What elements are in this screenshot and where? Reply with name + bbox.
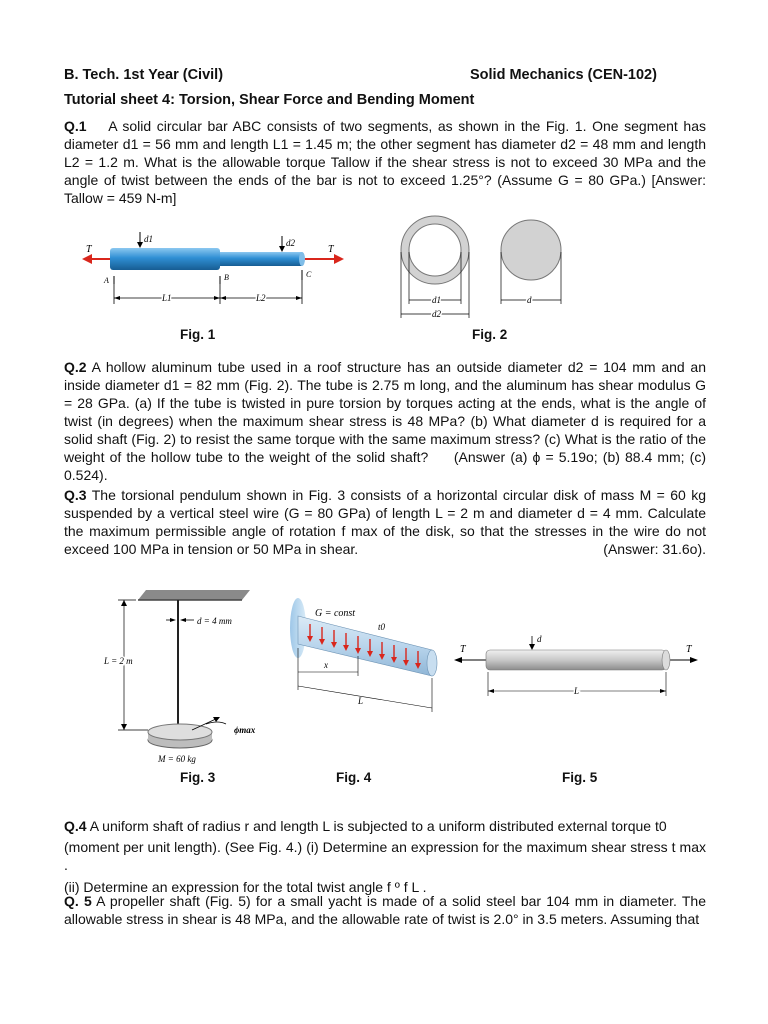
fig5-caption: Fig. 5 [562, 770, 598, 785]
fig4-label-g: G = const [315, 608, 356, 619]
fig3-label-m: M = 60 kg [158, 754, 196, 764]
fig3-label-phi: ϕmax [234, 725, 256, 735]
question-2-text: A hollow aluminum tube used in a roof structure has an outside diameter d2 = 104 mm and an inside diameter d1 = 82 mm (Fig. 2). The tube is 2.75 m long, and the aluminum has shear modulus G = 28 GPa. (a) If the tube is twisted in pure torsion by torques acting at the ends, what is the angle of twist (in degrees) when the maximum shear stress is 48 MPa? (b) What diameter d is required for a solid shaft (Fig. 2) to resist the same torque with the same maximum stress? (c) What is the ratio of the weight of the hollow tube to the weight of the solid shaft? [64, 359, 706, 465]
fig5-label-t-left: T [460, 644, 466, 655]
fig1-label-t-right: T [328, 244, 334, 255]
course-name: Solid Mechanics (CEN-102) [470, 67, 657, 83]
ceiling-support [138, 590, 250, 600]
fig3-caption: Fig. 3 [180, 770, 216, 785]
fig1-label-a: A [104, 276, 109, 285]
course-year: B. Tech. 1st Year (Civil) [64, 67, 224, 83]
figure-2 [395, 212, 575, 324]
question-5-label: Q. 5 [64, 893, 92, 909]
figure-3 [100, 584, 275, 769]
fig4-label-x: x [324, 660, 328, 670]
fig1-label-d2: d2 [286, 238, 295, 248]
question-5-text: A propeller shaft (Fig. 5) for a small yacht is made of a solid steel bar 104 mm in diameter. The allowable stress in shear is 48 MPa, and the allowable rate of twist is 2.0° in 3.5 meters. Assuming that [64, 893, 706, 927]
fig4-label-t0: t0 [378, 622, 386, 632]
hollow-tube-inner [409, 224, 461, 276]
fig5-label-t-right: T [686, 644, 692, 655]
fig4-caption: Fig. 4 [336, 770, 372, 785]
segment-bc [220, 252, 302, 266]
solid-shaft [501, 220, 561, 280]
question-3-answer: (Answer: 31.6o). [603, 541, 706, 557]
fig4-label-l: L [358, 696, 364, 706]
fig1-label-c: C [306, 270, 312, 279]
segment-end [299, 252, 305, 266]
question-3 [64, 486, 706, 558]
fig5-label-l: L [574, 686, 580, 696]
question-4-line-3: (ii) Determine an expression for the total twist angle f º f L . [64, 879, 427, 895]
figure-4 [284, 594, 454, 724]
fig1-label-b: B [224, 273, 229, 282]
question-4-label: Q.4 [64, 818, 87, 834]
fig1-label-l1: L1 [162, 293, 172, 303]
question-3-label: Q.3 [64, 487, 87, 503]
propeller-shaft [486, 650, 666, 670]
fig2-caption: Fig. 2 [472, 327, 508, 342]
question-4 [64, 817, 706, 896]
question-1-answer: [Answer: Tallow = 459 N-m] [64, 172, 707, 206]
question-1 [64, 117, 706, 207]
right-torque-arrowhead [334, 254, 344, 264]
sheet-title: Tutorial sheet 4: Torsion, Shear Force and Bending Moment [64, 92, 475, 108]
figure-5 [452, 630, 702, 702]
question-3-text: The torsional pendulum shown in Fig. 3 consists of a horizontal circular disk of mass M = 60 kg suspended by a vertical steel wire (G = 80 GPa) of length L = 2 m and diameter d = 4 mm. Calculate the maximum permissible angle of rotation f max of the disk, so that the stresses in the wire do not exceed 100 MPa in tension or 50 MPa in shear. [64, 487, 707, 557]
question-4-line-1: Q.4 A uniform shaft of radius r and length L is subjected to a uniform distributed external torque t0 [64, 818, 667, 834]
figure-1 [70, 222, 360, 322]
fig5-label-d: d [537, 634, 542, 644]
segment-ab [110, 248, 220, 270]
left-torque-arrowhead [82, 254, 92, 264]
question-1-label: Q.1 [64, 118, 87, 134]
disk-top [148, 724, 212, 740]
uniform-shaft [298, 616, 432, 676]
question-2-label: Q.2 [64, 359, 87, 375]
question-5 [64, 892, 706, 928]
question-2 [64, 358, 706, 484]
fig2-label-d: d [527, 295, 532, 305]
fig3-label-d: d = 4 mm [197, 616, 232, 626]
fig2-label-d1: d1 [432, 295, 441, 305]
question-4-line-2: (moment per unit length). (See Fig. 4.) (i) Determine an expression for the maximum shear stress t max . [64, 839, 706, 873]
fig1-label-l2: L2 [256, 293, 266, 303]
fig1-caption: Fig. 1 [180, 327, 216, 342]
question-1-text: A solid circular bar ABC consists of two segments, as shown in the Fig. 1. One segment has diameter d1 = 56 mm and length L1 = 1.45 m; the other segment has diameter d2 = 48 mm and length L2 = 1.2 m. What is the allowable torque Tallow if the shear stress is not to exceed 30 MPa and the angle of twist between the ends of the bar is not to exceed 1.25°? (Assume G = 80 GPa.) [64, 118, 706, 188]
fig5-right-arrowhead [690, 657, 698, 663]
fig1-label-d1: d1 [144, 234, 153, 244]
fig3-label-l: L = 2 m [104, 656, 133, 666]
question-2-answer: (Answer (a) ϕ = 5.19o; (b) 88.4 mm; (c) 0.524). [64, 449, 706, 483]
fig2-label-d2: d2 [432, 309, 441, 319]
fig1-label-t-left: T [86, 244, 92, 255]
fig5-left-arrowhead [454, 657, 462, 663]
